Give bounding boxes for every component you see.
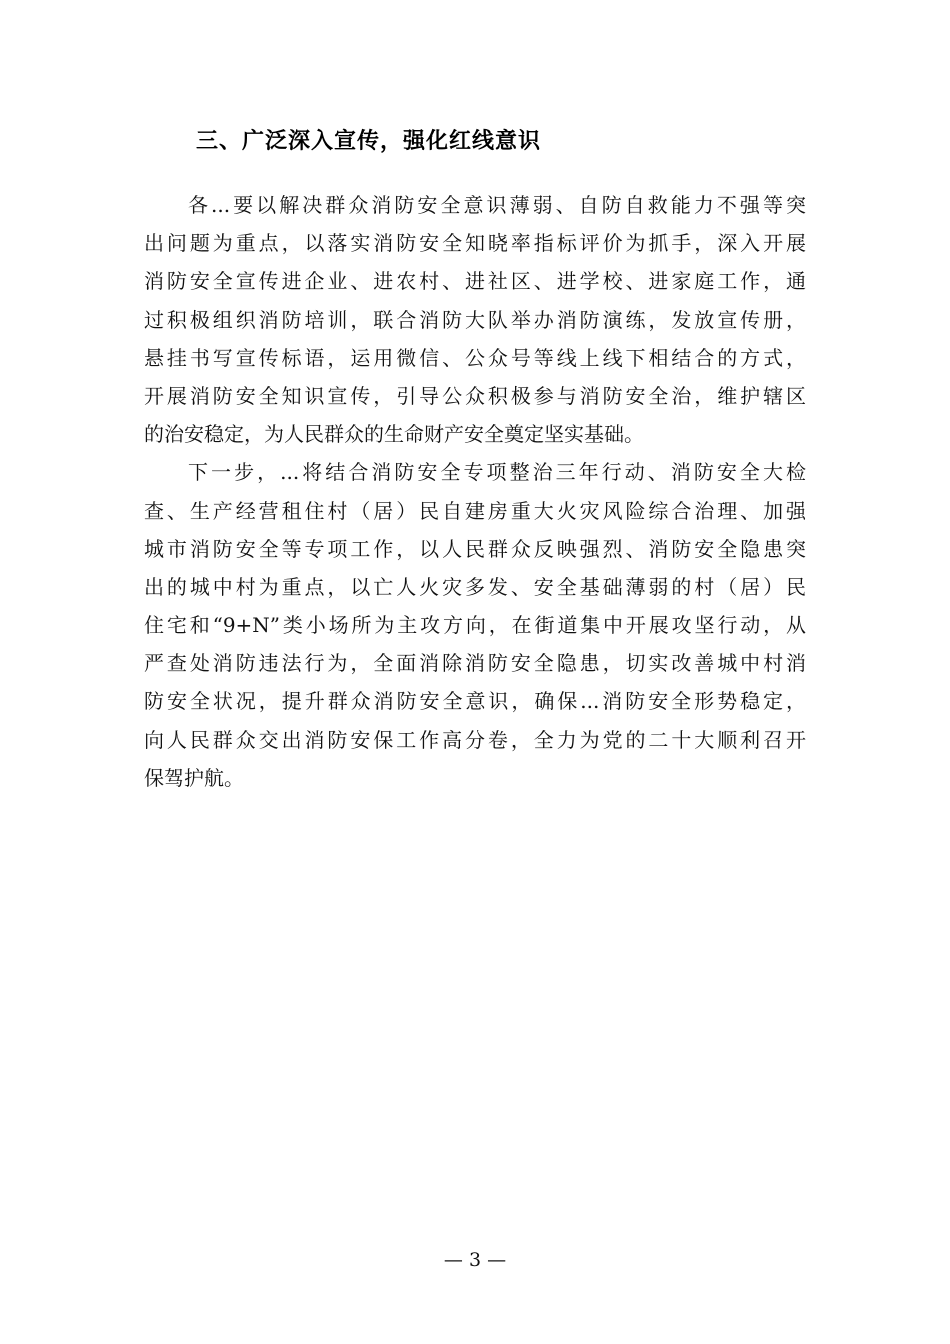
paragraph-line: 查、生产经营租住村（居）民自建房重大火灾风险综合治理、加强 (144, 498, 806, 523)
paragraph-2 (144, 453, 806, 797)
paragraph-line: 城市消防安全等专项工作，以人民群众反映强烈、消防安全隐患突 (144, 536, 806, 561)
paragraph-1 (144, 186, 806, 453)
paragraph-line: 严查处消防违法行为，全面消除消防安全隐患，切实改善城中村消 (144, 651, 806, 676)
paragraph-line: 的治安稳定，为人民群众的生命财产安全奠定坚实基础。 (144, 422, 644, 447)
paragraph-line: 住宅和“9+N”类小场所为主攻方向，在街道集中开展攻坚行动，从 (144, 613, 806, 638)
page-number: — 3 — (443, 1249, 507, 1271)
paragraph-line: 悬挂书写宣传标语，运用微信、公众号等线上线下相结合的方式， (144, 345, 806, 370)
section-heading: 三、广泛深入宣传，强化红线意识 (196, 129, 542, 154)
body-text (144, 186, 806, 797)
paragraph-line: 向人民群众交出消防安保工作高分卷，全力为党的二十大顺利召开 (144, 727, 806, 752)
paragraph-line: 下一步，...将结合消防安全专项整治三年行动、消防安全大检 (188, 460, 806, 485)
paragraph-line: 出问题为重点，以落实消防安全知晓率指标评价为抓手，深入开展 (144, 231, 806, 256)
paragraph-line: 消防安全宣传进企业、进农村、进社区、进学校、进家庭工作，通 (144, 269, 806, 294)
paragraph-line: 防安全状况，提升群众消防安全意识，确保...消防安全形势稳定， (144, 689, 806, 714)
paragraph-line: 保驾护航。 (144, 765, 244, 790)
paragraph-line: 开展消防安全知识宣传，引导公众积极参与消防安全治，维护辖区 (144, 383, 806, 408)
paragraph-line: 各...要以解决群众消防安全意识薄弱、自防自救能力不强等突 (188, 193, 806, 217)
paragraph-line: 过积极组织消防培训，联合消防大队举办消防演练，发放宣传册， (144, 307, 806, 332)
paragraph-line: 出的城中村为重点，以亡人火灾多发、安全基础薄弱的村（居）民 (144, 574, 806, 599)
